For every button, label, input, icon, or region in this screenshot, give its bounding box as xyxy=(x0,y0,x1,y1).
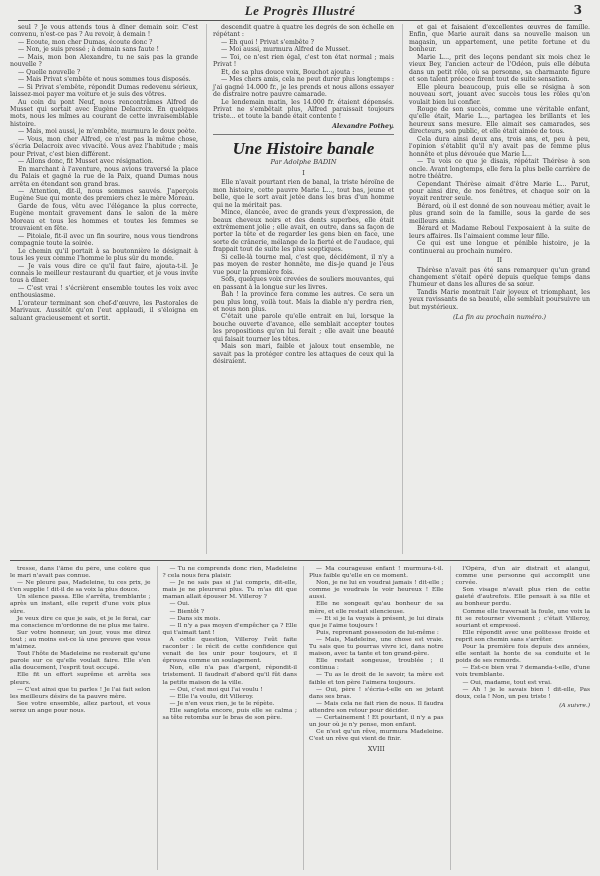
paragraph: Thérèse n'avait pas été sans remarquer qu'un grand changement s'était opéré depuis quelque temps dans l'humeur et dans les allures de sa sœur. xyxy=(409,266,590,289)
paragraph: Elle restait songeuse, troublée ; il continua : xyxy=(309,658,444,672)
paragraph: — Si Privat s'embête, répondit Dumas redevenu sérieux, laissez-moi payer ma voiture et je suis des vôtres. xyxy=(10,83,198,99)
paragraph: Non, elle n'a pas d'argent, répondit-il tristement. Il faudrait d'abord qu'il fût dans la petite maison de la ville. xyxy=(162,665,297,686)
column-1-text xyxy=(10,24,198,322)
paragraph: — Ah ! je le savais bien ! dit-elle, Pas doux, cela ! Non, un peu triste ! xyxy=(455,686,590,700)
paragraph: — Ne pleure pas, Madeleine, tu ces prix, je t'en supplie ! dit-il de sa voix la plus douce. xyxy=(10,580,151,594)
paragraph: See votre ensemble, allez partout, et vous serez un ange pour nous. xyxy=(10,700,151,714)
paragraph: — Bientôt ? xyxy=(169,608,205,615)
paragraph: — Attention, dit-il, nous sommes sauvés. J'aperçois Eugène Sue qui monte des premiers chez le mère Moreau. xyxy=(10,187,198,203)
column-2 xyxy=(206,24,394,554)
paragraph: Elle pleura beaucoup, puis elle se résigna à son nouveau sort, jouant avec succès tous les rôles qu'on voulait bien lui confier. xyxy=(409,83,590,106)
paragraph: En marchant à l'aventure, nous avions traversé la place du Palais et gagné la rue de la Paix, quand Dumas nous arrêta en étendant son grand bras. xyxy=(10,165,198,188)
paragraph: Elle sanglota encore, puis elle se calma ; sa tête retomba sur le bras de son père. xyxy=(162,707,297,721)
paragraph: — Quelle nouvelle ? xyxy=(18,68,81,76)
paragraph: — Dans six mois. xyxy=(169,615,221,622)
paragraph: Mince, élancée, avec de grands yeux d'expression, de beaux cheveux noirs et des dents superbes, elle était extrêmement jolie ; elle avait, en outre, dans sa façon de porter la tête et de regarder les gens bien en face, une sorte de crânerie, mélange de la fierté et de l'audace, qui frappait tout de suite les plus sceptiques. xyxy=(213,209,394,254)
paragraph: — Elle l'a voulu, dit Villeroy. xyxy=(169,693,254,700)
paragraph: Sur votre honneur, un jour, vous me direz tout ; au moins est-ce là une preuve que vous m'aimez. xyxy=(10,629,151,651)
feuilleton-column-4 xyxy=(450,566,591,870)
feuilleton-text-3 xyxy=(309,566,444,743)
paragraph: — Ma courageuse enfant ! murmura-t-il. Plus faible qu'elle en ce moment. xyxy=(309,566,444,580)
paragraph: Bérard et Madame Reboul l'exposaient à la suite de leurs affaires. Ils l'aimaient comme leur fille. xyxy=(409,225,590,240)
paragraph: Elle répondit avec une politesse froide et reprit son chemin sans s'arrêter. xyxy=(455,629,590,643)
paragraph: — Oui. xyxy=(169,601,190,608)
main-columns xyxy=(10,24,590,554)
paragraph: Ce n'est qu'un rêve, murmura Madeleine. C'est un rêve qui vient de finir. xyxy=(309,729,444,743)
paragraph: Cependant Thérèse aimait d'être Marie L... Parut, pour ainsi dire, de nos fenêtres, et chaque soir on la voyait rentrer seule. xyxy=(409,180,590,203)
story-title: Une Histoire banale xyxy=(232,139,375,159)
paragraph: — Mais, moi aussi, je m'embête, murmura le doux poète. xyxy=(18,128,197,136)
chapter-number-2: II xyxy=(496,256,503,265)
paragraph: — C'est ainsi que tu parles ! Je l'ai fait selon les meilleurs désirs de ta pauvre mère. xyxy=(10,686,151,700)
newspaper-title: Le Progrès Illustré xyxy=(244,3,356,18)
feuilleton-chapter: XVIII xyxy=(367,745,385,754)
paragraph: seul ? Je vous attends tous à dîner demain soir. C'est convenu, n'est-ce pas ? Au revoir, à demain ! xyxy=(10,24,198,39)
paragraph: — Tu vois ce que je disais, répétait Thérèse à son oncle. Avant longtemps, elle fera la plus belle carrière de notre théâtre. xyxy=(409,158,590,181)
paragraph: — Mais, Madeleine, une chose est vraie. Tu sais que tu pourras vivre ici, dans notre maison, avec ta tante et ton grand-père. xyxy=(309,636,444,658)
feuilleton-text-4 xyxy=(456,566,591,701)
masthead xyxy=(18,2,582,21)
paragraph: — Oui, c'est moi qui l'ai voulu ! xyxy=(169,686,263,693)
paragraph: — Tu as le droit de le savoir, ta mère est faible et ton père l'aimera toujours. xyxy=(309,672,444,686)
column-2-text xyxy=(213,24,394,121)
to-be-continued: (La fin au prochain numéro.) xyxy=(452,313,547,322)
paragraph: — Tu ne comprends donc rien, Madeleine ? cela nous fera plaisir. xyxy=(162,566,297,580)
paragraph: — Pitoiale, fit-il avec un fin sourire, nous vous tiendrons compagnie toute la soirée. xyxy=(10,232,198,248)
paragraph: Tandis Marie montrait l'air joyeux et triomphant, les yeux ravissants de sa beauté, elle semblait poursuivre un but mystérieux. xyxy=(409,288,590,311)
paragraph: — Mes chers amis, cela ne peut durer plus longtemps : j'ai gagné 14.000 fr., je les prends et nous allons essayer de distraire notre pauvre camarade. xyxy=(213,76,394,99)
feuilleton-text-1 xyxy=(10,566,151,715)
paragraph: — Mais, mon bon Alexandre, tu ne sais pas la grande nouvelle ? xyxy=(10,53,198,69)
paragraph: Puis, reprenant possession de lui-même : xyxy=(316,629,439,636)
paragraph: — Oui, madame, tout est vrai. xyxy=(462,679,552,686)
column-3-text-2 xyxy=(409,267,590,312)
paragraph: Mais son mari, faible et jaloux tout ensemble, ne savait pas la protéger contre les attaques de ceux qui la désiraient. xyxy=(213,343,394,366)
paragraph: Sofs, quelques voix crevées de souliers mouvantes, qui en passant à la longue sur les livres. xyxy=(213,276,394,291)
feuilleton-column-1 xyxy=(10,566,151,870)
paragraph: Bah ! la province fera comme les autres. Ce sera un peu plus long, voilà tout. Mais la diable n'y perdra rien, et nous non plus. xyxy=(213,291,394,313)
paragraph: — Vous, mon cher Alfred, ce n'est pas la même chose, s'écria Delacroix avec vivacité. Vous avez l'habitude ; mais pour Privat, c'est bien différent. xyxy=(10,135,198,158)
paragraph: Et, de sa plus douce voix, Bouchot ajouta : xyxy=(221,68,355,76)
paragraph: Elle n'avait pourtant rien de banal, la triste héroïne de mon histoire, cette pauvre Marie L..., tout bas, jeune et belle, que le sort avait jetée dans les bras d'un homme qui ne la méritait pas. xyxy=(213,179,394,209)
paragraph: Elle ne songeait qu'au bonheur de sa mère, et elle restait silencieuse. xyxy=(309,601,444,615)
paragraph: — Je n'en veux rien, je te le répète. xyxy=(169,700,275,707)
story-byline: Par Adolphe BADIN xyxy=(270,158,337,167)
paragraph: L'orateur terminant son chef-d'œuvre, les Pastorales de Marivaux. Aussitôt qu'on l'eut applaudi, il s'éloigna en saluant gracieusement et sortit. xyxy=(10,299,198,322)
feuilleton-section xyxy=(10,566,590,870)
feuilleton-divider xyxy=(10,560,590,561)
paragraph: Si celle-là tourne mal, c'est que, décidément, il n'y a pas moyen de rester honnête, me dis-je quand je l'eus vue pour la première fois. xyxy=(213,253,394,276)
paragraph: Le chemin qu'il portait à sa boutonnière le désignait à tous les yeux comme l'homme le plus sûr du monde. xyxy=(10,247,198,263)
feuilleton-to-be-continued: (A suivre.) xyxy=(559,702,590,709)
column-3-text xyxy=(409,24,590,255)
paragraph: — Certainement ! Et pourtant, il n'y a pas un jour où je n'y pense, mon enfant. xyxy=(309,714,444,729)
paragraph: Garde de fous, vêtu avec l'élégance la plus correcte, Eugène montait gravement dans le salon de la mère Moreau et tous les hommes et toutes les femmes se trouvaient en fête. xyxy=(10,202,198,233)
paragraph: Rouge de son succès, comme une véritable enfant, qu'elle était, Marie L..., partagea les brillants et les heureux sans mesure. Elle aimait ses camarades, ses directeurs, son public, et elle était aimée de tous. xyxy=(409,105,590,136)
paragraph: — C'est vrai ! s'écrièrent ensemble toutes les voix avec enthousiasme. xyxy=(10,284,198,300)
paragraph: — Non, je suis pressé ; à demain sans faute ! xyxy=(18,46,159,54)
paragraph: — Moi aussi, murmura Alfred de Musset. xyxy=(221,46,351,54)
feuilleton-column-2 xyxy=(157,566,298,870)
paragraph: Comme elle traversait la foule, une voix la fit se retourner vivement ; c'était Villeroy, souriant et empressé. xyxy=(455,608,590,629)
paragraph: Tout l'hôte de Madeleine ne resterait qu'une parole sur ce qu'elle voulait faire. Elle s'en alla doucement, l'esprit tout occupé. xyxy=(10,651,151,672)
chapter-number: I xyxy=(302,168,305,177)
section-rule xyxy=(213,134,394,135)
article-signature: Alexandre Pothey. xyxy=(332,122,394,130)
paragraph: Je veux dire ce que je sais, et je le ferai, car ma conscience m'ordonne de ne plus me taire. xyxy=(10,615,151,629)
feuilleton-column-3 xyxy=(303,566,444,870)
story-text xyxy=(213,179,394,365)
paragraph: — Eh quoi ! Privat s'embête ? xyxy=(221,38,314,46)
paragraph: tresse, dans l'âme du père, une colère que le mari n'avait pas connue. xyxy=(10,566,151,580)
paragraph: Au coin du pont Neuf, nous rencontrâmes Alfred de Musset qui sortait avec Eugène Delacroix. En quelques mots, nous les mîmes au courant de cette invraisemblable histoire. xyxy=(10,98,198,128)
paragraph: descendit quatre à quatre les degrés de son échelle en répétant : xyxy=(213,24,394,39)
paragraph: Son visage n'avait plus rien de cette gaieté d'autrefois. Elle pensait à sa fille et au bonheur perdu. xyxy=(455,587,590,608)
paragraph: Bérard, où il est donné de son nouveau métier, avait le plus grand soin de la famille, sous la garde de ses meilleurs amis. xyxy=(409,202,590,225)
paragraph: Ce qui est une longue et pénible histoire, je la continuerai au prochain numéro. xyxy=(409,240,590,255)
paragraph: — Toi, ce n'est rien égal, c'est ton état normal ; mais Privat ! xyxy=(213,53,394,69)
paragraph: A cette question, Villeroy l'eût faite raconter : le récit de cette confidence qui venait de les unir pour toujours, et il éprouva comme un soulagement. xyxy=(162,636,297,665)
page-number: 3 xyxy=(573,3,582,17)
paragraph: — Il n'y a pas moyen d'empêcher ça ? Elle qui t'aimait tant ! xyxy=(162,622,297,636)
paragraph: Non, je ne lui en voudrai jamais ! dit-elle ; comme je voudrais le voir heureux ! Elle aussi. xyxy=(309,580,444,601)
paragraph: — Est-ce bien vrai ? demanda-t-elle, d'une voix tremblante. xyxy=(455,665,590,679)
paragraph: — Mais cela ne fait rien de nous. Il faudra attendre son retour pour décider. xyxy=(309,700,444,714)
paragraph: Cela dura ainsi deux ans, trois ans, et, peu à peu, l'opinion s'établit qu'il n'y avait pas de femme plus honnête et plus dévouée que Marie L... xyxy=(409,135,590,158)
paragraph: — Ecoute, mon cher Dumas, écoute donc ? xyxy=(18,38,153,46)
feuilleton-text-2 xyxy=(163,566,298,722)
paragraph: — Je ne sais pas si j'ai compris, dit-elle, mais je ne pleurerai plus. Tu m'as dit que maman allait épouser M. Villeroy ? xyxy=(162,580,297,601)
paragraph: l'Opéra, d'un air distrait et alangui, comme une personne qui accomplit une corvée. xyxy=(455,566,590,587)
paragraph: — Allons donc, fit Musset avec résignation. xyxy=(18,158,154,166)
paragraph: Elle fit un effort suprême et arrêta ses pleurs. xyxy=(10,672,151,686)
paragraph: Un silence passa. Elle s'arrêta, tremblante ; après un instant, elle reprit d'une voix plus sûre. xyxy=(10,594,151,615)
paragraph: et gai et faisaient d'excellentes œuvres de famille. Enfin, que Marie aurait dans sa nouvelle maison un magasin, un appartement, une petite fortune et du bonheur. xyxy=(409,24,590,54)
paragraph: — Et si je la voyais à présent, je lui dirais que je l'aime toujours ! xyxy=(309,615,444,629)
paragraph: Pour la première fois depuis des années, elle sentait la honte de sa conduite et le poids de ses remords. xyxy=(455,644,590,665)
paragraph: Marie L..., prit des leçons pendant six mois chez le vieux Bey, l'ancien acteur de l'Odéon, puis elle débuta dans un petit rôle, où sa personne, sa charmante figure et son talent précoce firent tout de suite sensation. xyxy=(409,53,590,84)
paragraph: — Je vais vous dire ce qu'il faut faire, ajouta-t-il. Je connais le meilleur restaurant du quartier, et je vous invite tous à dîner. xyxy=(10,262,198,285)
paragraph: — Oui, père ! s'écria-t-elle en se jetant dans ses bras. xyxy=(309,686,444,700)
paragraph: — Mais Privat s'embête et nous sommes tous disposés. xyxy=(18,76,191,84)
column-1 xyxy=(10,24,198,554)
paragraph: C'était une parole qu'elle entrait en lui, lorsque la bouche ouverte d'avance, elle semblait accepter toutes les propositions qu'on lui ferait ; elle avait une beauté qui faisait tourner les têtes. xyxy=(213,313,394,343)
paragraph: Le lendemain matin, les 14.000 fr. étaient dépensés. Privat ne s'embêtait plus, Alfred paraissait toujours triste... et toute la bande était contente ! xyxy=(213,98,394,121)
column-3 xyxy=(402,24,590,554)
